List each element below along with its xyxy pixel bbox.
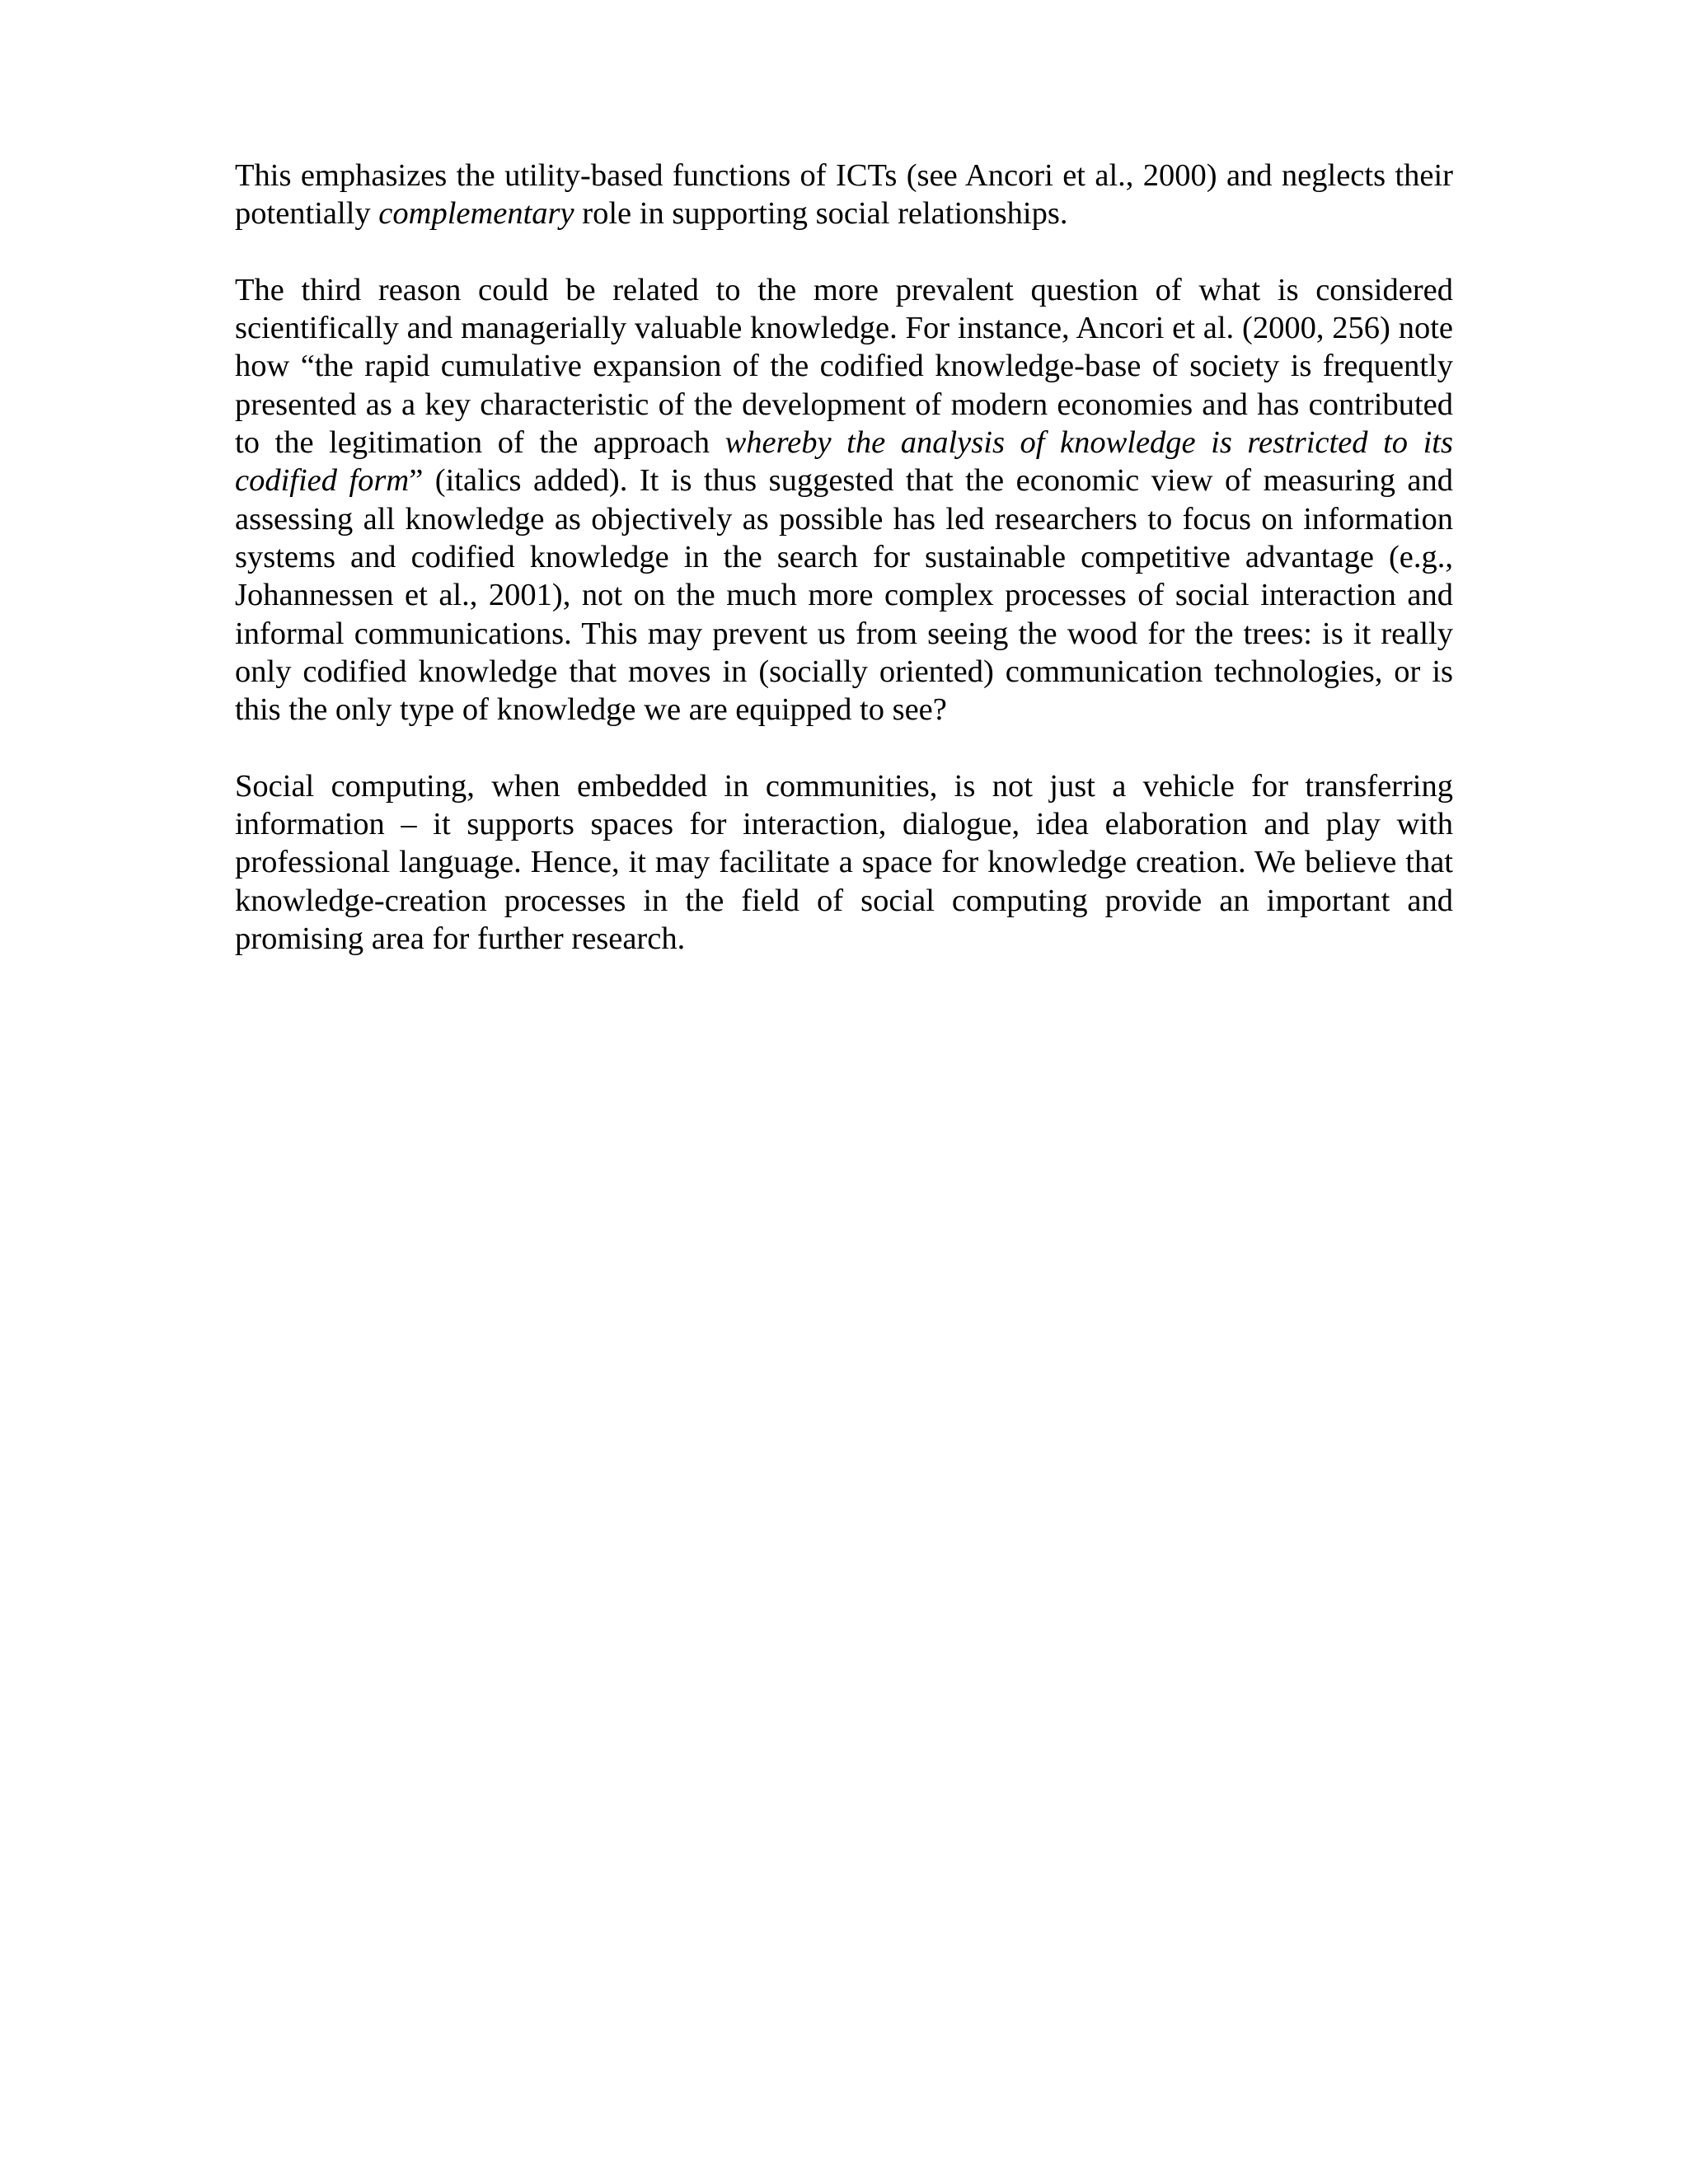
paragraph-2-italic-quote: whereby the analysis of knowledge is restricted to its codified form [235,425,1453,499]
paragraph-2 [235,271,1453,729]
paragraph-2-text-2: ” (italics added). It is thus suggested that the economic view of measuring and assessing all knowledge as objectively as possible has led researchers to focus on information systems and codified knowledge in the search for sustainable competitive advantage (e.g., Johannessen et al., 2001), not on the much more complex processes of social interaction and informal communications. This may prevent us from seeing the wood for the trees: is it really only codified knowledge that moves in (socially oriented) communication technologies, or is this the only type of knowledge we are equipped to see? [235,463,1454,728]
paragraph-1 [235,157,1453,233]
paragraph-2-text-1: The third reason could be related to the more prevalent question of what is considered scientifically and managerially valuable knowledge. For instance, Ancori et al. (2000, 256) note how “the rapid cumulative expansion of the codified knowledge-base of society is frequently presented as a key characteristic of the development of modern economies and has contributed to the legitimation of the approach [235,272,1453,461]
paragraph-3 [235,767,1453,958]
paragraph-1-text-1: This emphasizes the utility-based functions of ICTs (see Ancori et al., 2000) and neglects their potentially [235,158,1453,232]
paragraph-1-text-2: role in supporting social relationships. [574,196,1068,232]
paragraph-3-text-1: Social computing, when embedded in communities, is not just a vehicle for transferring information – it supports spaces for interaction, dialogue, idea elaboration and play with professional language. Hence, it may facilitate a space for knowledge creation. We believe that knowledge-creation processes in the field of social computing provide an important and promising area for further research. [235,768,1453,956]
body-text [235,157,1453,996]
paragraph-1-italic-complementary: complementary [378,196,574,232]
